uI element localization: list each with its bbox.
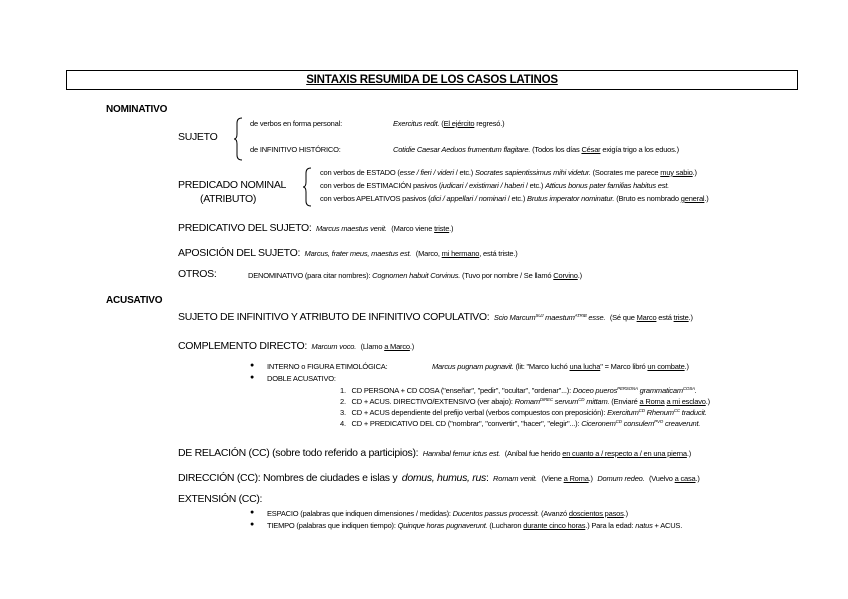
sup: COSA — [682, 386, 695, 391]
bullet-icon: ● — [250, 521, 255, 528]
tr-underlined: mi hermano — [441, 249, 480, 258]
title-box — [66, 70, 798, 90]
tr-underlined: César — [581, 145, 601, 154]
relacion-label: DE RELACIÓN (CC) (sobre todo referido a participios): — [178, 447, 419, 459]
tr-underlined: triste — [673, 313, 689, 322]
sujeto-hist-label: de INFINITIVO HISTÓRICO: — [250, 145, 341, 154]
tr-underlined: en cuanto a / respecto a / en una pierna — [562, 449, 687, 458]
tr-post: .) — [705, 397, 710, 406]
ex: Romam — [514, 397, 540, 406]
num: 3. — [340, 408, 346, 417]
tr-underlined: general — [680, 194, 705, 203]
example — [515, 397, 610, 406]
tr-underlined: a mi esclavo — [666, 397, 706, 406]
aposicion-label: APOSICIÓN DEL SUJETO: — [178, 247, 301, 259]
sup: CD — [578, 397, 585, 402]
sujeto-hist-example: Cotidie Caesar Aeduos frumentum flagitare. — [393, 145, 531, 154]
predicado-label: PREDICADO NOMINAL — [178, 179, 287, 191]
example: Atticus bonus pater familias habitus est. — [545, 181, 670, 190]
tr-pre: (Llamo — [360, 342, 385, 351]
sujeto-brace — [234, 117, 244, 161]
tr-underlined: a Roma — [639, 397, 665, 406]
tr-post: regresó.) — [474, 119, 505, 128]
tr-post: .) — [692, 168, 697, 177]
example — [607, 408, 707, 417]
cd-line — [178, 336, 414, 354]
text: CD + ACUS dependiente del prefijo verbal (verbos compuestos con preposición): — [351, 408, 606, 417]
ex: Rhenum — [644, 408, 674, 417]
direccion-line — [178, 468, 700, 486]
cd-interno-example-line — [432, 362, 689, 371]
ex: . — [694, 386, 697, 395]
tr-post: .) — [588, 474, 593, 483]
ex: maestum — [543, 313, 575, 322]
sujeto-personal-example: Exercitus redit. — [393, 119, 440, 128]
denominativo-label: DENOMINATIVO (para citar nombres): — [248, 271, 371, 280]
predicado-line-2 — [320, 181, 669, 190]
bullet-icon: ● — [250, 509, 255, 516]
tr-pre: (Tuvo por nombre / Se llamó — [462, 271, 554, 280]
sup: CC — [673, 408, 680, 413]
sup: PERSONA — [617, 386, 638, 391]
tr-pre: (Lucharon — [489, 521, 524, 530]
ex: consulem — [621, 419, 655, 428]
tiempo-label: TIEMPO (palabras que indiquen tiempo): — [267, 521, 396, 530]
tr-pre: (Vuelvo — [648, 474, 675, 483]
tr-post: .) Para la edad: — [585, 521, 634, 530]
sujeto-personal-example-line — [393, 119, 504, 128]
tr-post: .) — [409, 342, 415, 351]
ex: grammaticam — [637, 386, 683, 395]
tr-pre: (Avanzó — [541, 509, 569, 518]
tr-post: .) — [684, 362, 689, 371]
tr-mid: " = Marco libró — [600, 362, 648, 371]
num: 4. — [340, 419, 346, 428]
tr-underlined: triste — [434, 224, 450, 233]
tr-pre: (Viene — [541, 474, 564, 483]
example — [494, 313, 606, 322]
text: / etc.) — [523, 181, 544, 190]
example — [581, 419, 700, 428]
tr-underlined: una lucha — [569, 362, 601, 371]
extension-espacio-line — [267, 509, 628, 518]
tr-post: .) — [686, 449, 692, 458]
sup: CD — [615, 419, 622, 424]
direccion-label: DIRECCIÓN (CC): Nombres de ciudades e islas y — [178, 472, 398, 484]
cd-interno-label: INTERNO o FIGURA ETIMOLÓGICA: — [267, 362, 388, 371]
extension-tiempo-line — [267, 521, 682, 530]
text: / etc.) — [505, 194, 526, 203]
tr-underlined: El ejército — [443, 119, 475, 128]
ex: servum — [552, 397, 579, 406]
sujeto-personal-line — [250, 119, 342, 128]
tr-pre: ( — [441, 119, 444, 128]
predicativo-line — [178, 218, 453, 236]
bullet-icon: ● — [250, 362, 255, 369]
example: Socrates sapientissimus mihi videtur. — [474, 168, 591, 177]
sup: SUJ — [535, 313, 544, 318]
otros-label: OTROS: — [178, 268, 217, 280]
espacio-label: ESPACIO (palabras que indiquen dimensiones / medidas): — [267, 509, 451, 518]
example — [573, 386, 697, 395]
tr-underlined: a casa — [674, 474, 696, 483]
example: Marcum voco. — [311, 342, 357, 351]
ex: traducit. — [679, 408, 707, 417]
tr-post: .) — [688, 313, 693, 322]
tr-post: , está triste.) — [479, 249, 518, 258]
sup: ATRIB — [574, 313, 587, 318]
doble-item-1 — [340, 386, 697, 395]
sup: CD — [638, 408, 645, 413]
tr-pre: (Enviaré — [611, 397, 640, 406]
example: Marcus maestus venit. — [315, 224, 387, 233]
ex: mittam. — [584, 397, 610, 406]
sujeto-label: SUJETO — [178, 131, 218, 143]
cd-doble-label: DOBLE ACUSATIVO: — [267, 374, 336, 383]
num: 2. — [340, 397, 346, 406]
tr-pre: (Aníbal fue herido — [504, 449, 563, 458]
sujeto-inf-label: SUJETO DE INFINITIVO Y ATRIBUTO DE INFINITIVO COPULATIVO: — [178, 311, 490, 323]
tr-pre: (Todos los días — [532, 145, 582, 154]
sujeto-inf-line — [178, 307, 693, 325]
text: con verbos de ESTADO ( — [320, 168, 400, 177]
text: con verbos de ESTIMACIÓN pasivos ( — [320, 181, 442, 190]
tr-post: .) — [577, 271, 582, 280]
tr-post: exigía trigo a los eduos.) — [600, 145, 679, 154]
tr-post: .) — [695, 474, 700, 483]
tr-underlined: un combate — [647, 362, 685, 371]
ex: Ciceronem — [581, 419, 616, 428]
sujeto-hist-example-line — [393, 145, 679, 154]
text: CD + ACUS. DIRECTIVO/EXTENSIVO (ver abajo): — [351, 397, 513, 406]
predicado-line-3 — [320, 194, 709, 203]
example: Hannibal femur ictus est. — [422, 449, 501, 458]
example: Romam venit. — [493, 474, 537, 483]
tr-pre: (Bruto es nombrado — [616, 194, 681, 203]
text: CD + PREDICATIVO DEL CD ("nombrar", "convertir", "hacer", "elegir"...): — [351, 419, 580, 428]
text: + ACUS. — [652, 521, 683, 530]
tr-underlined: muy sabio — [660, 168, 693, 177]
predicado-line-1 — [320, 168, 697, 177]
verbs: esse / fieri / videri — [399, 168, 454, 177]
sup: DIREC — [539, 397, 553, 402]
sup: PVO — [654, 419, 664, 424]
text: con verbos APELATIVOS pasivos ( — [320, 194, 431, 203]
ex: Doceo pueros — [572, 386, 618, 395]
example: Marcus, frater meus, maestus est. — [304, 249, 412, 258]
tr-pre: (Sé que — [609, 313, 637, 322]
tr-underlined: Corvino — [553, 271, 578, 280]
example: Brutus imperator nominatur. — [527, 194, 615, 203]
example: Ducentos passus processit. — [452, 509, 540, 518]
text: / etc.) — [453, 168, 474, 177]
aposicion-line — [178, 243, 518, 261]
relacion-line — [178, 443, 691, 461]
direccion-words: domus, humus, rus — [401, 472, 486, 484]
tr-post: .) — [623, 509, 628, 518]
tr-pre: (lit: "Marco luchó — [515, 362, 570, 371]
doble-item-4 — [340, 419, 700, 428]
ex: Scio Marcum — [493, 313, 536, 322]
ex: Exercitum — [607, 408, 639, 417]
predicado-brace — [303, 167, 313, 207]
tr-underlined: Marco — [636, 313, 657, 322]
tr-underlined: durante cinco horas — [523, 521, 586, 530]
example: Marcus pugnam pugnavit. — [432, 362, 514, 371]
example: Quinque horas pugnaverunt. — [397, 521, 488, 530]
natus: natus — [635, 521, 653, 530]
tr-underlined: a Marco — [384, 342, 410, 351]
bullet-icon: ● — [250, 374, 255, 381]
num: 1. — [340, 386, 346, 395]
verbs: iudicari / existimari / haberi — [441, 181, 524, 190]
tr-underlined: doscientos pasos — [568, 509, 624, 518]
tr-post: .) — [704, 194, 709, 203]
tr-underlined: a Roma — [563, 474, 589, 483]
cd-label: COMPLEMENTO DIRECTO: — [178, 340, 307, 352]
tr-mid: está — [656, 313, 674, 322]
otros-line — [248, 271, 582, 280]
ex: esse. — [586, 313, 606, 322]
example: Cognomen habuit Corvinus. — [372, 271, 461, 280]
predicado-sublabel: (ATRIBUTO) — [200, 193, 257, 205]
extension-label: EXTENSIÓN (CC): — [178, 493, 263, 505]
page-title: SINTAXIS RESUMIDA DE LOS CASOS LATINOS — [306, 74, 558, 86]
sujeto-personal-label: de verbos en forma personal: — [250, 119, 342, 128]
predicativo-label: PREDICATIVO DEL SUJETO: — [178, 222, 312, 234]
tr-post: .) — [449, 224, 454, 233]
doble-item-2 — [340, 397, 710, 406]
section-acusativo: ACUSATIVO — [106, 295, 163, 306]
doble-item-3 — [340, 408, 707, 417]
verbs: dici / appellari / nominari — [430, 194, 506, 203]
tr-pre: (Socrates me parece — [592, 168, 661, 177]
colon: : — [485, 472, 489, 484]
section-nominativo: NOMINATIVO — [106, 104, 168, 115]
tr-pre: (Marco viene — [391, 224, 435, 233]
example: Domum redeo. — [597, 474, 645, 483]
ex: creaverunt. — [663, 419, 701, 428]
tr-pre: (Marco, — [415, 249, 442, 258]
text: CD PERSONA + CD COSA ("enseñar", "pedir", "ocultar", "ordenar"...): — [351, 386, 571, 395]
